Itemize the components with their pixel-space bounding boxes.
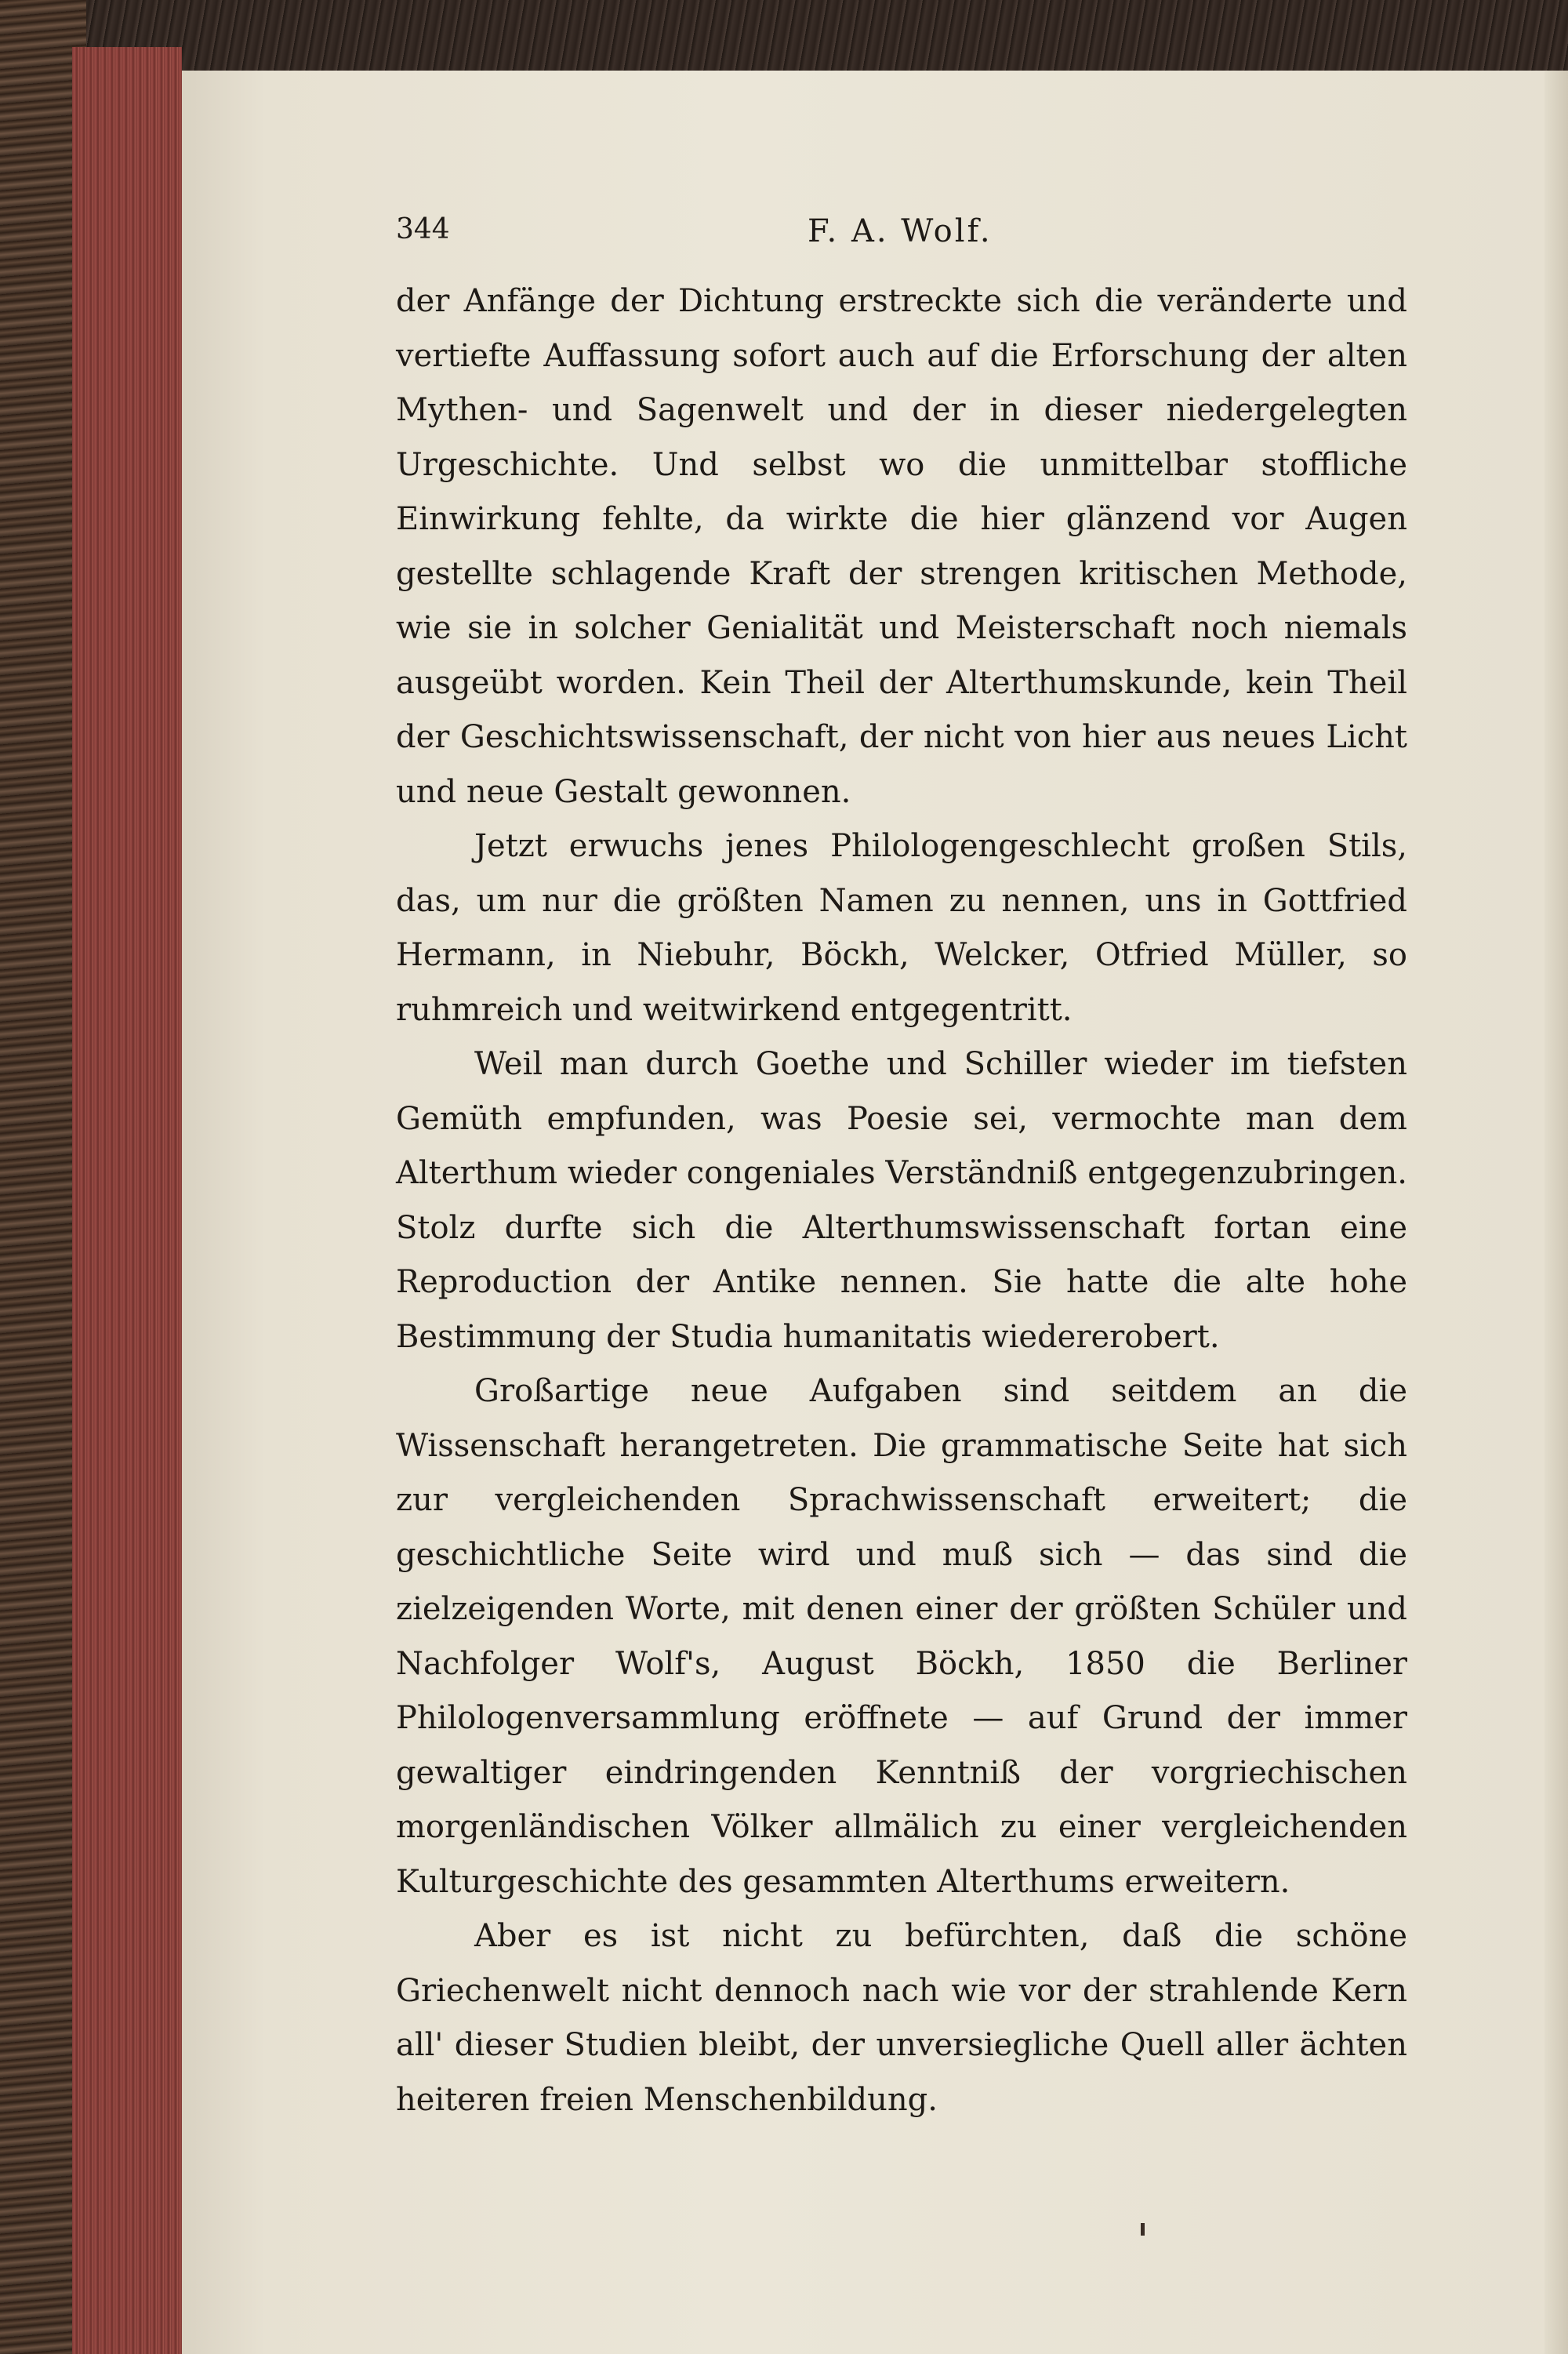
ink-spot xyxy=(1141,2223,1145,2236)
page-right-edge xyxy=(1544,71,1568,2354)
book-top-edge xyxy=(47,0,1568,71)
running-head xyxy=(396,213,1407,260)
paragraph-5: Aber es ist nicht zu befürchten, daß die schöne Griechenwelt nicht dennoch nach wie vor der strahlende Kern all' dieser Studien bleibt, der unversiegliche Quell aller ächten heiteren freien Menschenbildung. xyxy=(396,1918,1407,2118)
body-text xyxy=(396,274,1407,2127)
paragraph-4: Großartige neue Aufgaben sind seitdem an die Wissenschaft herangetreten. Die grammatische Seite hat sich zur vergleichenden Sprachwissenschaft erweitert; die geschichtliche Seite wird und muß sich — das sind die zielzeigenden Worte, mit denen einer der größten Schüler und Nachfolger Wolf's, August Böckh, 1850 die Berliner Philologenversammlung eröffnete — auf Grund der immer gewaltiger eindringenden Kenntniß der vorgriechischen morgenländischen Völker allmälich zu einer vergleichenden Kulturgeschichte des gesammten Alterthums erweitern. xyxy=(396,1373,1407,1900)
paragraph-3: Weil man durch Goethe und Schiller wieder im tiefsten Gemüth empfunden, was Poesie sei, vermochte man dem Alterthum wieder congeniales Verständniß entgegenzubringen. Stolz durfte sich die Alterthumswissenschaft fortan eine Reproduction der Antike nennen. Sie hatte die alte hohe Bestimmung der Studia humanitatis wiedererobert. xyxy=(396,1046,1407,1355)
paragraph-1: der Anfänge der Dichtung erstreckte sich die veränderte und vertiefte Auffassung sofort auch auf die Erforschung der alten Mythen- und Sagenwelt und der in dieser niedergelegten Urgeschichte. Und selbst wo die unmittelbar stoffliche Einwirkung fehlte, da wirkte die hier glänzend vor Augen gestellte schlagende Kraft der strengen kritischen Methode, wie sie in solcher Genialität und Meisterschaft noch niemals ausgeübt worden. Kein Theil der Alterthumskunde, kein Theil der Geschichtswissenschaft, der nicht von hier aus neues Licht und neue Gestalt gewonnen. xyxy=(396,283,1407,810)
running-title: F. A. Wolf. xyxy=(808,213,993,249)
paragraph-2: Jetzt erwuchs jenes Philologengeschlecht großen Stils, das, um nur die größten Namen zu nennen, uns in Gottfried Hermann, in Niebuhr, Böckh, Welcker, Otfried Müller, so ruhmreich und weitwirkend entgegentritt. xyxy=(396,828,1407,1028)
page-stack-edge xyxy=(72,47,182,2354)
page-number: 344 xyxy=(396,213,450,245)
